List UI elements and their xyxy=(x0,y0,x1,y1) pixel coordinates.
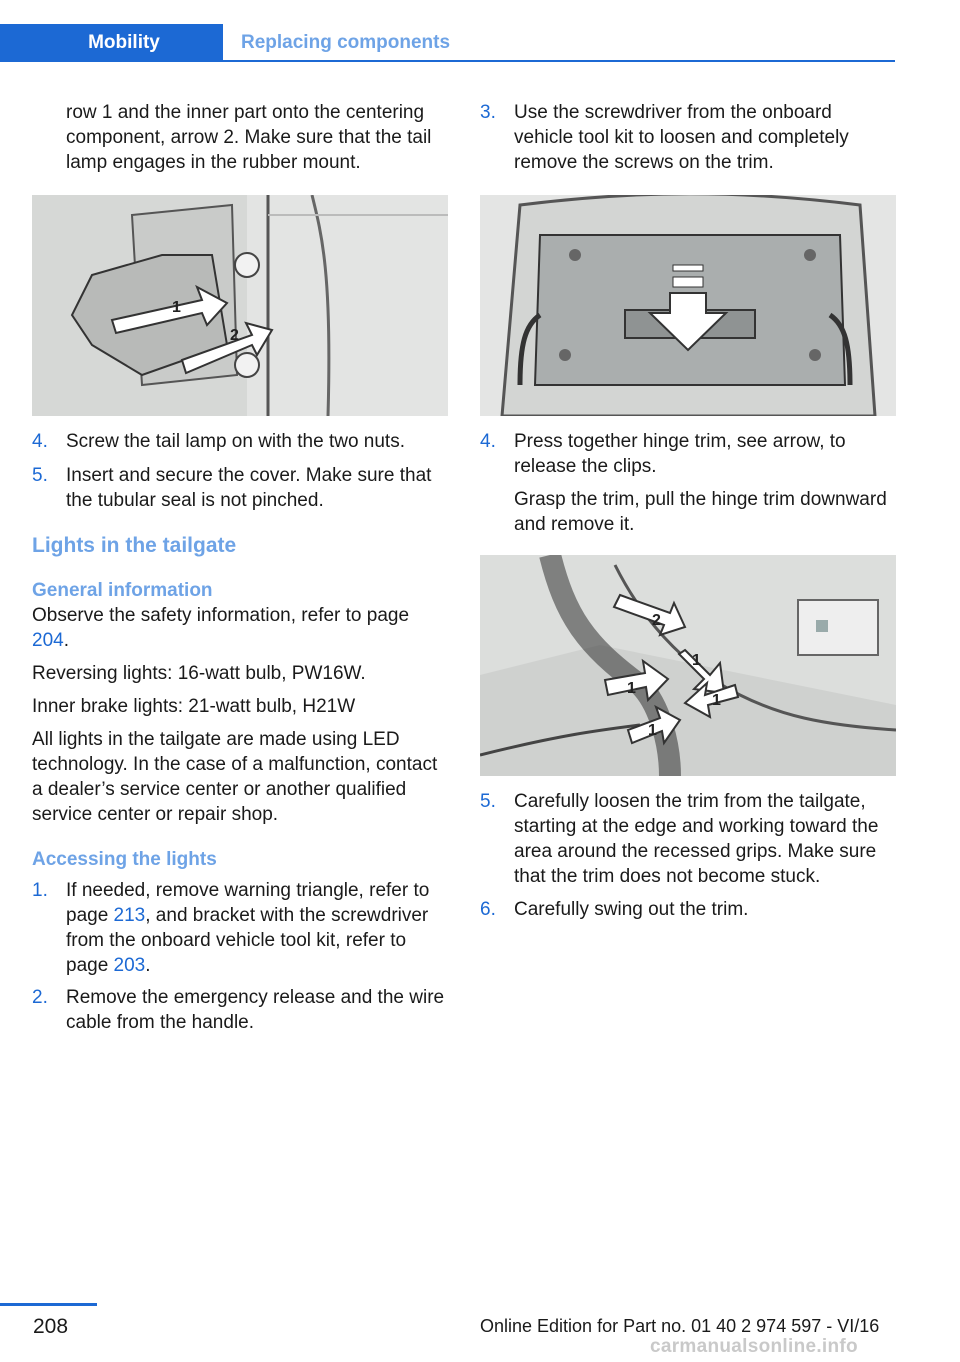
tail-lamp-figure xyxy=(32,195,448,416)
step-text: Press together hinge trim, see arrow, to release the clips. xyxy=(514,431,846,477)
step-text: Carefully swing out the trim. xyxy=(514,899,749,920)
step-1: 1. If needed, remove warning triangle, refer to page 213, and bracket with the screwdriver from the onboard vehicle tool kit, refer to page 203. xyxy=(32,880,430,976)
hinge-trim-figure xyxy=(480,555,896,776)
step-number: 3. xyxy=(480,102,496,123)
step-4-detail: Grasp the trim, pull the hinge trim downward and remove it. xyxy=(514,489,887,535)
reversing-lights-text: Reversing lights: 16-watt bulb, PW16W. xyxy=(32,663,366,684)
left-column xyxy=(32,100,448,1035)
figure3-label-1d: 1 xyxy=(648,722,657,739)
step-number: 5. xyxy=(480,791,496,812)
figure3-label-2: 2 xyxy=(652,612,661,629)
watermark: carmanualsonline.info xyxy=(650,1336,858,1357)
step-number: 4. xyxy=(480,431,496,452)
step-5-right xyxy=(480,789,896,889)
figure1-label-2: 2 xyxy=(230,327,239,344)
header-rule xyxy=(0,60,895,62)
page-link[interactable]: 213 xyxy=(113,905,146,926)
led-text: All lights in the tailgate are made using LED technology. In the case of a malfunction, contact a dealer’s service center or another qualified service center or repair shop. xyxy=(32,729,438,825)
figure1-label-1: 1 xyxy=(172,299,181,316)
figure3-label-1b: 1 xyxy=(627,680,636,697)
page-link[interactable]: 203 xyxy=(113,955,146,976)
section-heading: Lights in the tailgate xyxy=(32,534,237,557)
intro-text: row 1 and the inner part onto the centering component, arrow 2. Make sure that the tail lamp engages in the rubber mount. xyxy=(66,102,432,173)
step-number: 2. xyxy=(32,987,48,1008)
step-4-right xyxy=(480,429,896,479)
figure3-label-1a: 1 xyxy=(692,652,701,669)
page-number: 208 xyxy=(33,1315,69,1338)
step-text: Insert and secure the cover. Make sure that the tubular seal is not pinched. xyxy=(66,465,432,511)
step-4-left xyxy=(32,429,448,454)
header-subsection: Replacing components xyxy=(241,32,451,53)
page-link[interactable]: 204 xyxy=(32,630,64,651)
edition-text: Online Edition for Part no. 01 40 2 974 597 - VI/16 xyxy=(480,1316,880,1336)
step-text: Remove the emergency release and the wire cable from the handle. xyxy=(66,987,445,1033)
step-number: 6. xyxy=(480,899,496,920)
step-text: Screw the tail lamp on with the two nuts. xyxy=(66,431,405,452)
observe-text: Observe the safety information, refer to page 204. xyxy=(32,605,410,651)
step-number: 5. xyxy=(32,465,48,486)
step-number: 1. xyxy=(32,880,48,901)
step-text: Use the screwdriver from the onboard vehicle tool kit to loosen and completely remove the screws on the trim. xyxy=(514,102,849,173)
right-column xyxy=(480,100,896,922)
header-section-tab: Mobility xyxy=(0,24,223,61)
subheading-general: General information xyxy=(32,580,213,601)
inner-brake-lights-text: Inner brake lights: 21-watt bulb, H21W xyxy=(32,696,356,717)
subheading-accessing: Accessing the lights xyxy=(32,849,217,870)
step-text: Carefully loosen the trim from the tailgate, starting at the edge and working toward the area around the recessed grips. Make sure that the trim does not become stuck. xyxy=(514,791,879,887)
figure3-label-1c: 1 xyxy=(712,692,721,709)
trim-screws-figure xyxy=(480,195,896,416)
footer-rule xyxy=(0,1303,97,1306)
step-3 xyxy=(480,100,896,175)
step-2 xyxy=(32,985,448,1035)
step-6 xyxy=(480,897,896,922)
step-number: 4. xyxy=(32,431,48,452)
step-5-left xyxy=(32,463,448,513)
